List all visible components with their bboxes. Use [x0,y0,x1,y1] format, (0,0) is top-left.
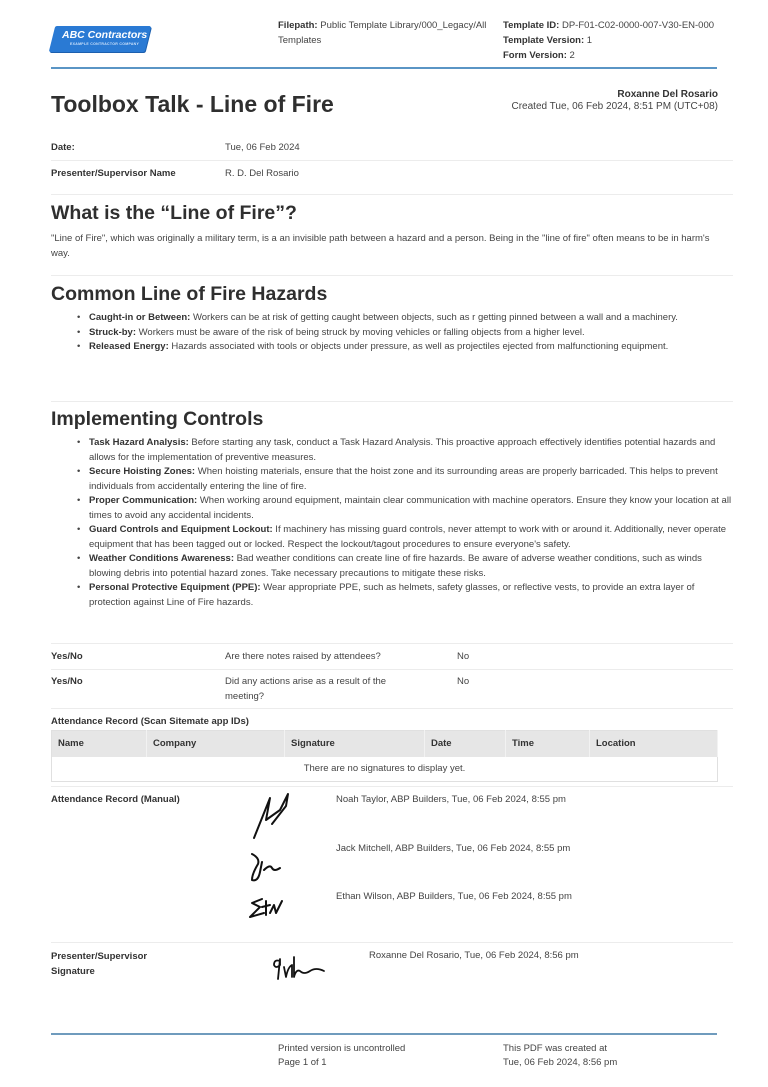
question-row [51,650,733,670]
control-term: Task Hazard Analysis: [89,437,189,448]
control-item [89,523,733,552]
page-header [0,0,768,70]
controls-heading: Implementing Controls [51,408,264,430]
logo-name: ABC Contractors [62,29,148,41]
control-term: Weather Conditions Awareness: [89,553,234,564]
control-term: Guard Controls and Equipment Lockout: [89,524,273,535]
section-divider [51,643,733,644]
control-item [89,465,733,494]
filepath-block [278,18,493,48]
empty-message: There are no signatures to display yet. [52,757,718,782]
hazards-section [51,283,733,355]
question-text: Did any actions arise as a result of the meeting? [225,676,387,702]
pdf-created-label: This PDF was created at [503,1043,608,1054]
column-header-name: Name [52,731,147,757]
presenter-signature-label: Presenter/Supervisor Signature [51,951,148,977]
hazard-text: Hazards associated with tools or objects under pressure, as well as projectiles ejected from malfunctioning equipment. [168,341,669,352]
question-answer: No [457,676,470,687]
section-divider [51,275,733,276]
what-is-heading: What is the “Line of Fire”? [51,202,297,224]
control-text: When working around equipment, maintain clear communication with machine operators. Ensure they know your location at all times to avoid any accidental incidents. [89,495,732,521]
hazards-list [51,311,733,355]
presenter-signature-entry: Roxanne Del Rosario, Tue, 06 Feb 2024, 8:56 pm [369,950,579,961]
hazard-item [89,311,733,326]
template-version-value: 1 [586,35,593,46]
template-version-line [503,33,733,48]
question-type-label: Yes/No [51,676,83,687]
control-item [89,581,733,610]
question-answer: No [457,651,470,662]
signature-presenter [270,953,330,983]
control-text: Bad weather conditions can create line of fire hazards. Be aware of adverse weather conditions, such as winds blowing debris into potential hazard zones. Take necessary precautions to mitigate these risks. [89,553,702,579]
column-header-signature: Signature [285,731,425,757]
filepath-value: Public Template Library/000_Legacy/All Templates [278,20,487,46]
created-timestamp: Created Tue, 06 Feb 2024, 8:51 PM (UTC+08) [511,101,718,112]
question-row [51,675,733,709]
template-id-line [503,18,733,33]
question-text: Are there notes raised by attendees? [225,651,381,662]
attendance-scan-title: Attendance Record (Scan Sitemate app IDs) [51,716,249,727]
footer-left [278,1042,405,1070]
control-item [89,436,733,465]
column-header-date: Date [425,731,506,757]
control-item [89,494,733,523]
attendance-scan-table [51,730,718,782]
author-name: Roxanne Del Rosario [617,89,718,100]
attendee-entry: Ethan Wilson, ABP Builders, Tue, 06 Feb 2024, 8:55 pm [336,891,572,902]
form-version-value: 2 [569,50,575,61]
column-header-company: Company [147,731,285,757]
control-item [89,552,733,581]
attendee-entry: Jack Mitchell, ABP Builders, Tue, 06 Feb 2024, 8:55 pm [336,843,571,854]
presenter-name-label: Presenter/Supervisor Name [51,168,176,179]
attendance-manual-label: Attendance Record (Manual) [51,794,180,805]
signature-noah-taylor [250,790,298,842]
date-label: Date: [51,142,75,153]
controls-list [51,436,733,610]
signature-jack-mitchell [246,850,286,884]
filepath-label: Filepath: [278,20,318,31]
hazards-heading: Common Line of Fire Hazards [51,283,328,305]
control-text: Wear appropriate PPE, such as helmets, safety glasses, or reflective vests, to provide an extra layer of protection against Line of Fire hazards. [89,582,695,608]
what-is-body: "Line of Fire", which was originally a military term, is a an invisible path between a hazard and a person. Being in the "line of fire" often means to be in harm's way. [51,233,710,259]
hazard-text: Workers must be aware of the risk of being struck by moving vehicles or falling objects from a higher level. [135,326,585,338]
presenter-name-value: R. D. Del Rosario [225,168,299,179]
form-version-line [503,48,733,63]
column-header-location: Location [590,731,718,757]
template-meta-block [503,18,733,63]
control-term: Personal Protective Equipment (PPE): [89,582,261,593]
hazard-text: Workers can be at risk of getting caught between objects, such as r getting pinned between a wall and a machinery. [190,312,678,323]
footer-divider [51,1033,717,1035]
page-number: Page 1 of 1 [278,1057,327,1068]
date-field-row [51,138,733,161]
hazard-term: Released Energy: [89,341,169,352]
control-text: Before starting any task, conduct a Task Hazard Analysis. This proactive approach effectively identifies potential hazards and allows for the implementation of preventive measures. [89,437,716,463]
template-id-label: Template ID: [503,20,560,31]
section-divider [51,786,733,787]
signature-ethan-wilson [248,895,290,921]
header-divider [51,67,717,69]
controls-section [51,408,733,610]
hazard-term: Caught-in or Between: [89,312,191,323]
form-version-label: Form Version: [503,50,567,61]
hazard-item [89,326,733,341]
presenter-name-row [51,161,733,195]
what-is-section [51,202,733,261]
control-term: Proper Communication: [89,495,198,506]
uncontrolled-notice: Printed version is uncontrolled [278,1043,406,1054]
column-header-time: Time [506,731,590,757]
control-term: Secure Hoisting Zones: [89,466,196,477]
table-header-row [52,731,718,757]
footer-right [503,1042,617,1070]
company-logo [52,26,148,52]
section-divider [51,401,733,402]
template-id-value: DP-F01-C02-0000-007-V30-EN-000 [561,20,715,31]
attendee-entry: Noah Taylor, ABP Builders, Tue, 06 Feb 2024, 8:55 pm [336,794,566,805]
template-version-label: Template Version: [503,35,585,46]
date-value: Tue, 06 Feb 2024 [225,142,300,153]
logo-tagline: EXAMPLE CONTRACTOR COMPANY [70,42,140,46]
pdf-created-timestamp: Tue, 06 Feb 2024, 8:56 pm [503,1057,618,1068]
control-text: If machinery has missing guard controls, never attempt to work with or around it. Additionally, never operate equipment that has been tagged out or locked. Respect the lockout/tagout procedures to ensure everyone's safety. [89,524,727,550]
control-text: When hoisting materials, ensure that the hoist zone and its surrounding areas are properly barricaded. This helps to prevent individuals from accidentally entering the line of fire. [89,466,718,492]
table-row [52,757,718,782]
created-info [512,89,719,113]
question-type-label: Yes/No [51,651,83,662]
hazard-term: Struck-by: [89,326,136,338]
section-divider [51,942,733,943]
page-title: Toolbox Talk - Line of Fire [51,91,334,117]
hazard-item [89,340,733,355]
